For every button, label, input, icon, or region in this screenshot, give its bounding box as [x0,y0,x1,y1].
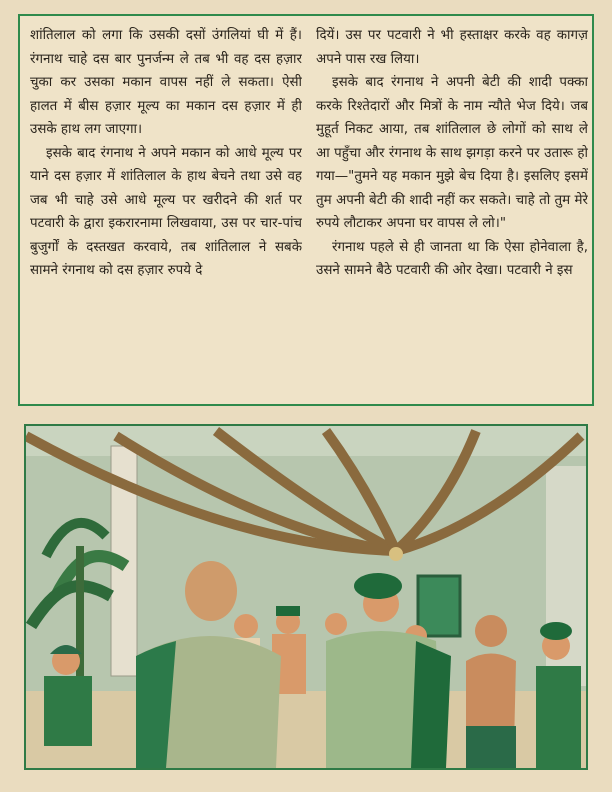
illustration-panel [24,424,588,770]
illustration-scene [26,426,586,768]
right-text-column [316,24,588,396]
lamp [389,547,403,561]
paragraph: इसके बाद रंगनाथ ने अपनी बेटी की शादी पक्का करके रिश्तेदारों और मित्रों के नाम न्यौते भेज दिये। जब मुहूर्त निकट आया, तब शांतिलाल छे लोगों को साथ ले आ पहुँचा और रंगनाथ के साथ झगड़ा करने पर उतारू हो गया—"तुमने यह मकान मुझे बेच दिया है। इसलिए इसमें तुम अपनी बेटी की शादी नहीं कर सकते। चाहे तो तुम मेरे रुपये लौटाकर अपना घर वापस ले लो।" [316,75,588,231]
left-text-column [30,24,302,396]
ceiling [26,426,586,456]
paragraph: शांतिलाल को लगा कि उसकी दसों उंगलियां घी में हैं। रंगनाथ चाहे दस बार पुनर्जन्म ले तब भी वह दस हज़ार चुका कर उसका मकान वापस नहीं ले सकता। ऐसी हालत में बीस हज़ार मूल्य का मकान दस हज़ार में ही उसके हाथ लग जाएगा। [30,28,302,137]
paragraph: दियें। उस पर पटवारी ने भी हस्ताक्षर करके वह कागज़ अपने पास रख लिया। [316,28,588,67]
paragraph: इसके बाद रंगनाथ ने अपने मकान को आधे मूल्य पर याने दस हज़ार में शांतिलाल के हाथ बेचने तथा उसे वह जब भी चाहे उसे आधे मूल्य पर खरीदने की शर्त पर पटवारी के द्वारा इकरारनामा लिखवाया, उस पर चार-पांच बुजुर्गों के दस्तखत करवाये, तब शांतिलाल ने सबके सामने रंगनाथ को दस हज़ार रुपये दे [30,145,302,278]
text-panel [18,14,594,406]
window [418,576,460,636]
paragraph: रंगनाथ पहले से ही जानता था कि ऐसा होनेवाला है, उसने सामने बैठे पटवारी की ओर देखा। पटवारी ने इस [316,239,588,278]
